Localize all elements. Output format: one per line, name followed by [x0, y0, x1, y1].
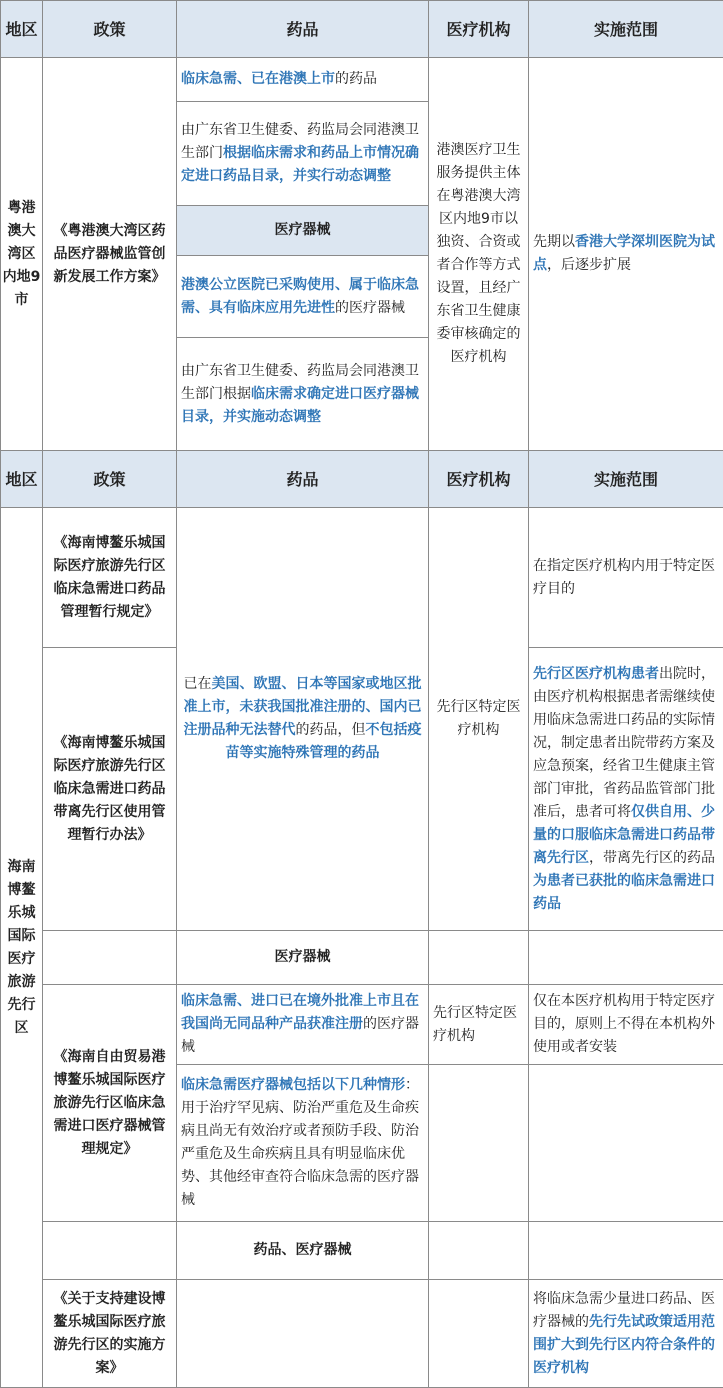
body-text: 已在	[184, 676, 212, 692]
header-drug: 药品	[177, 1, 429, 58]
body-text: 的医疗器械	[181, 1016, 419, 1055]
header-drug-2: 药品	[177, 451, 429, 508]
body-text: 将临床急需少量进口药品、医疗器械的	[533, 1291, 715, 1330]
header-institution: 医疗机构	[429, 1, 529, 58]
body-text: 的药品，但	[296, 722, 366, 738]
hainan-policy-1: 《海南博鳌乐城国际医疗旅游先行区临床急需进口药品管理暂行规定》	[43, 508, 177, 648]
hainan-device-header-blank-left	[43, 931, 177, 985]
header-region-2: 地区	[1, 451, 43, 508]
gba-policy: 《粤港澳大湾区药品医疗器械监管创新发展工作方案》	[43, 58, 177, 451]
highlighted-text: 根据临床需求和药品上市情况确定进口药品目录，并实行动态调整	[181, 145, 419, 184]
header-institution-2: 医疗机构	[429, 451, 529, 508]
body-text: ：用于治疗罕见病、防治严重危及生命疾病且尚无有效治疗或者预防手段、防治严重危及生命疾病且具有明显临床优势、其他经审查符合临床急需的医疗器械	[181, 1077, 419, 1208]
gba-table	[0, 0, 723, 451]
header-scope: 实施范围	[529, 1, 723, 58]
highlighted-text: 为患者已获批的临床急需进口药品	[533, 873, 715, 912]
hainan-policy-3: 《海南自由贸易港博鳌乐城国际医疗旅游先行区临床急需进口医疗器械管理规定》	[43, 985, 177, 1222]
hainan-device-1	[177, 985, 429, 1065]
highlighted-text: 临床急需、进口已在境外批准上市且在我国尚无同品种产品获准注册	[181, 993, 419, 1032]
hainan-device-header-blank-right	[529, 931, 723, 985]
gba-institution: 港澳医疗卫生服务提供主体在粤港澳大湾区内地9市以独资、合资或者合作等方式设置，且经广东省卫生健康委审核确定的医疗机构	[429, 58, 529, 451]
highlighted-text: 先行先试政策适用范围扩大到先行区内符合条件的医疗机构	[533, 1314, 715, 1376]
gba-device-1	[177, 256, 429, 338]
hainan-combo-header-blank-mid	[429, 1222, 529, 1280]
hainan-table	[0, 450, 723, 1388]
body-text: 由广东省卫生健委、药监局会同港澳卫生部门根据	[181, 363, 419, 402]
header-region: 地区	[1, 1, 43, 58]
highlighted-text: 仅供自用、少量的口服临床急需进口药品带离先行区	[533, 804, 715, 866]
hainan-scope-1: 在指定医疗机构内用于特定医疗目的	[529, 508, 723, 648]
hainan-combo-blank-inst	[429, 1280, 529, 1388]
hainan-combo-blank-drug	[177, 1280, 429, 1388]
hainan-combo-header-blank-left	[43, 1222, 177, 1280]
highlighted-text: 港澳公立医院已采购使用、属于临床急需、具有临床应用先进性	[181, 277, 419, 316]
hainan-scope-2	[529, 648, 723, 931]
hainan-combo-header-blank-right	[529, 1222, 723, 1280]
hainan-drug-institution: 先行区特定医疗机构	[429, 508, 529, 931]
hainan-policy-2: 《海南博鳌乐城国际医疗旅游先行区临床急需进口药品带离先行区使用管理暂行办法》	[43, 648, 177, 931]
header-scope-2: 实施范围	[529, 451, 723, 508]
body-text: ，带离先行区的药品	[589, 850, 715, 866]
highlighted-text: 香港大学深圳医院为试点	[533, 234, 715, 273]
hainan-combo-header: 药品、医疗器械	[177, 1222, 429, 1280]
gba-drug-2	[177, 102, 429, 206]
body-text: 的药品	[335, 71, 377, 87]
highlighted-text: 先行区医疗机构患者	[533, 666, 659, 682]
header-policy: 政策	[43, 1, 177, 58]
header-policy-2: 政策	[43, 451, 177, 508]
hainan-device-2-blank-scope	[529, 1065, 723, 1222]
gba-device-2	[177, 338, 429, 451]
body-text: 先期以	[533, 234, 575, 250]
body-text: 由广东省卫生健委、药监局会同港澳卫生部门	[181, 122, 419, 161]
highlighted-text: 临床急需医疗器械包括以下几种情形	[181, 1077, 405, 1093]
gba-drug-1	[177, 58, 429, 102]
hainan-drug	[177, 508, 429, 931]
body-text: 的医疗器械	[335, 300, 405, 316]
body-text: 出院时，由医疗机构根据患者需继续使用临床急需进口药品的实际情况，制定患者出院带药方案及应急预案，经省卫生健康主管部门审批，省药品监管部门批准后，患者可将	[533, 666, 715, 820]
body-text: ，后逐步扩展	[547, 257, 631, 273]
hainan-combo-scope	[529, 1280, 723, 1388]
gba-region: 粤港澳大湾区内地9市	[1, 58, 43, 451]
hainan-device-header: 医疗器械	[177, 931, 429, 985]
hainan-device-2	[177, 1065, 429, 1222]
highlighted-text: 临床急需、已在港澳上市	[181, 71, 335, 87]
highlighted-text: 临床需求确定进口医疗器械目录，并实施动态调整	[181, 386, 419, 425]
highlighted-text: 不包括疫苗等实施特殊管理的药品	[226, 722, 422, 761]
hainan-region: 海南博鳌乐城国际医疗旅游先行区	[1, 508, 43, 1388]
gba-scope	[529, 58, 723, 451]
hainan-device-2-blank-inst	[429, 1065, 529, 1222]
hainan-device-institution: 先行区特定医疗机构	[429, 985, 529, 1065]
highlighted-text: 美国、欧盟、日本等国家或地区批准上市，未获我国批准注册的、国内已注册品种无法替代	[184, 676, 422, 738]
gba-device-header: 医疗器械	[177, 206, 429, 256]
hainan-device-scope: 仅在本医疗机构用于特定医疗目的，原则上不得在本机构外使用或者安装	[529, 985, 723, 1065]
hainan-policy-4: 《关于支持建设博鳌乐城国际医疗旅游先行区的实施方案》	[43, 1280, 177, 1388]
hainan-device-header-blank-mid	[429, 931, 529, 985]
